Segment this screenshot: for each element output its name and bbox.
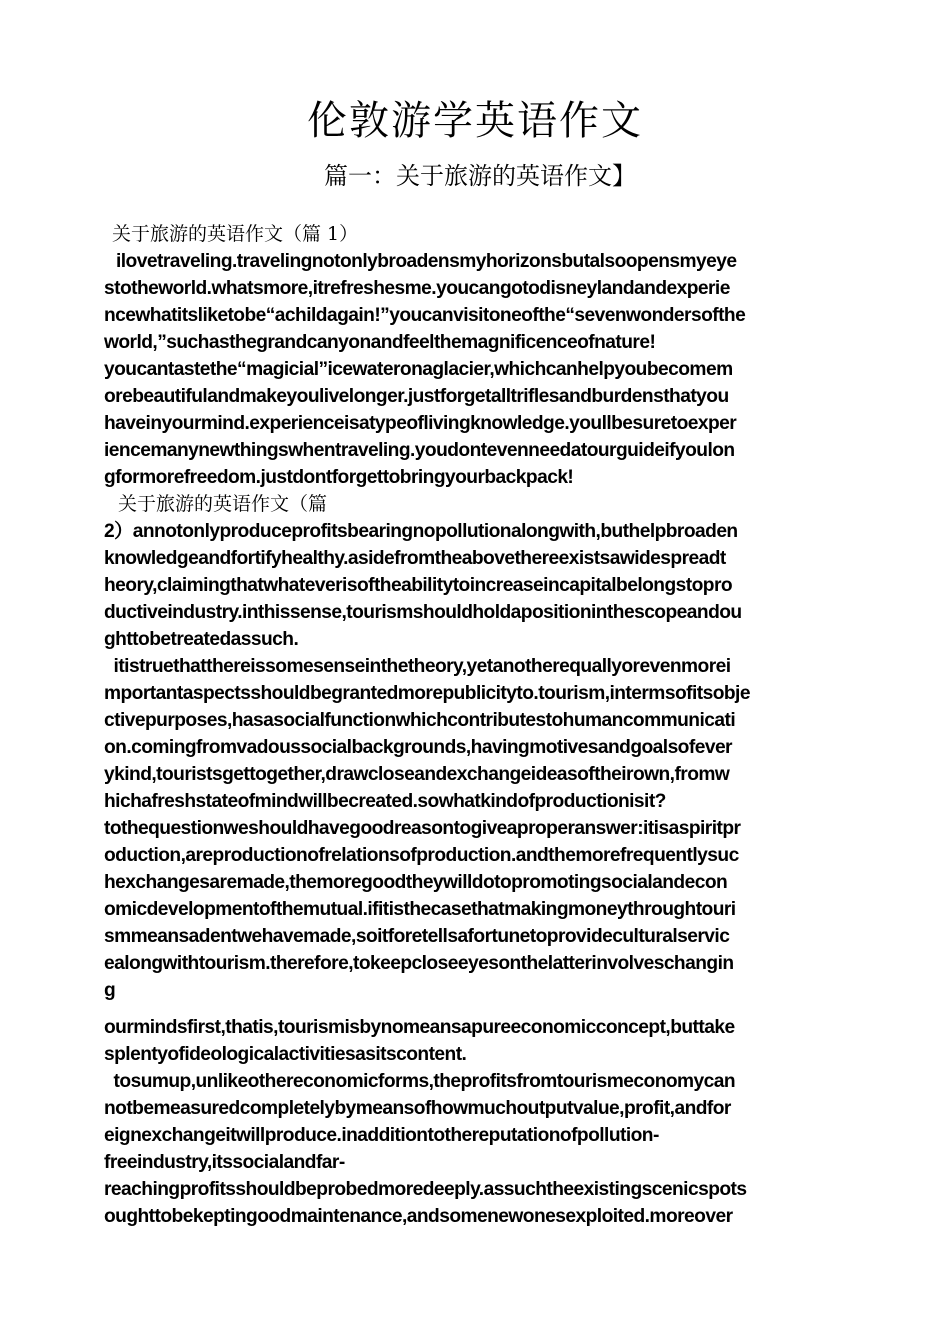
- essay1-line: gformorefreedom.justdontforgettobringyourbackpack!: [104, 467, 574, 488]
- essay1-line: iencemanynewthingswhentraveling.youdontevenneedatourguideifyoulon: [104, 440, 735, 461]
- essay1-line: haveinyourmind.experienceisatypeoflivingknowledge.youllbesuretoexper: [104, 413, 737, 434]
- essay2-line: hexchangesaremade,themoregoodtheywilldotopromotingsocialandecon: [104, 872, 728, 893]
- continuation-line: ourmindsfirst,thatis,tourismisbynomeansapureeconomicconcept,buttake: [104, 1017, 735, 1038]
- continuation-line: notbemeasuredcompletelybymeansofhowmuchoutputvalue,profit,andfor: [104, 1098, 731, 1119]
- essay2-line: itistruethatthereissomesenseinthetheory,yetanotherequallyorevenmorei: [104, 656, 731, 677]
- essay2-line: on.comingfromvadoussocialbackgrounds,havingmotivesandgoalsofever: [104, 737, 732, 758]
- essay2-line: g: [104, 980, 116, 1001]
- essay2-line: heory,claimingthatwhateverisoftheabilitytoincreaseincapitalbelongstopro: [104, 575, 733, 596]
- essay2-line: mportantaspectsshouldbegrantedmorepublicityto.tourism,intermsofitsobje: [104, 683, 750, 704]
- essay2-line: ductiveindustry.inthissense,tourismshouldholdapositioninthescopeandou: [104, 602, 742, 623]
- essay2-heading: 关于旅游的英语作文（篇: [118, 493, 328, 515]
- essay2-line: tothequestionweshouldhavegoodreasontogiveaproperanswer:itisaspiritpr: [104, 818, 741, 839]
- continuation-line: freeindustry,itssocialandfar-: [104, 1152, 345, 1173]
- essay1-line: stotheworld.whatsmore,itrefreshesme.youcangotodisneylandandexperie: [104, 278, 730, 299]
- essay2-line: smmeansadentwehavemade,soitforetellsafortunetoprovideculturalservic: [104, 926, 730, 947]
- essay1-line: ncewhatitsliketobe“achildagain!”youcanvisitoneofthe“sevenwondersofthe: [104, 305, 746, 326]
- essay1-line: ilovetraveling.travelingnotonlybroadensmyhorizonsbutalsoopensmyeye: [116, 251, 737, 272]
- essay2-line: hichafreshstateofmindwillbecreated.sowhatkindofproductionisit?: [104, 791, 666, 812]
- essay1-line: orebeautifulandmakeyoulivelonger.justforgetalltriflesandburdensthatyou: [104, 386, 729, 407]
- continuation-line: reachingprofitsshouldbeprobedmoredeeply.assuchtheexistingscenicspots: [104, 1179, 747, 1200]
- continuation-line: splentyofideologicalactivitiesasitscontent.: [104, 1044, 467, 1065]
- essay2-line: omicdevelopmentofthemutual.ifitisthecasethatmakingmoneythroughtouri: [104, 899, 736, 920]
- essay2-line: ghttobetreatedassuch.: [104, 629, 299, 650]
- essay2-line: ealongwithtourism.therefore,tokeepcloseeyesonthelatterinvolveschangin: [104, 953, 734, 974]
- document-title: 伦敦游学英语作文: [307, 98, 643, 144]
- continuation-line: oughttobekeptingoodmaintenance,andsomenewonesexploited.moreover: [104, 1206, 733, 1227]
- essay1-line: youcantastethe“magicial”icewateronaglacier,whichcanhelpyoubecomem: [104, 359, 733, 380]
- essay1-line: world,”suchasthegrandcanyonandfeelthemagnificenceofnature!: [104, 332, 656, 353]
- essay1-heading: 关于旅游的英语作文（篇 1）: [112, 223, 359, 245]
- essay2-line: ctivepurposes,hasasocialfunctionwhichcontributestohumancommunicati: [104, 710, 736, 731]
- continuation-line: eignexchangeitwillproduce.inadditiontothereputationofpollution-: [104, 1125, 659, 1146]
- continuation-line: tosumup,unlikeothereconomicforms,theprofitsfromtourismeconomycan: [104, 1071, 736, 1092]
- essay2-line: 2）annotonlyproduceprofitsbearingnopollutionalongwith,buthelpbroaden: [104, 521, 738, 542]
- essay2-line: knowledgeandfortifyhealthy.asidefromtheabovethereexistsawidespreadt: [104, 548, 726, 569]
- essay2-line: ykind,touristsgettogether,drawcloseandexchangeideasoftheirown,fromw: [104, 764, 730, 785]
- document-subtitle: 篇一：关于旅游的英语作文】: [324, 162, 636, 190]
- essay2-line: oduction,areproductionofrelationsofproduction.andthemorefrequentlysuc: [104, 845, 739, 866]
